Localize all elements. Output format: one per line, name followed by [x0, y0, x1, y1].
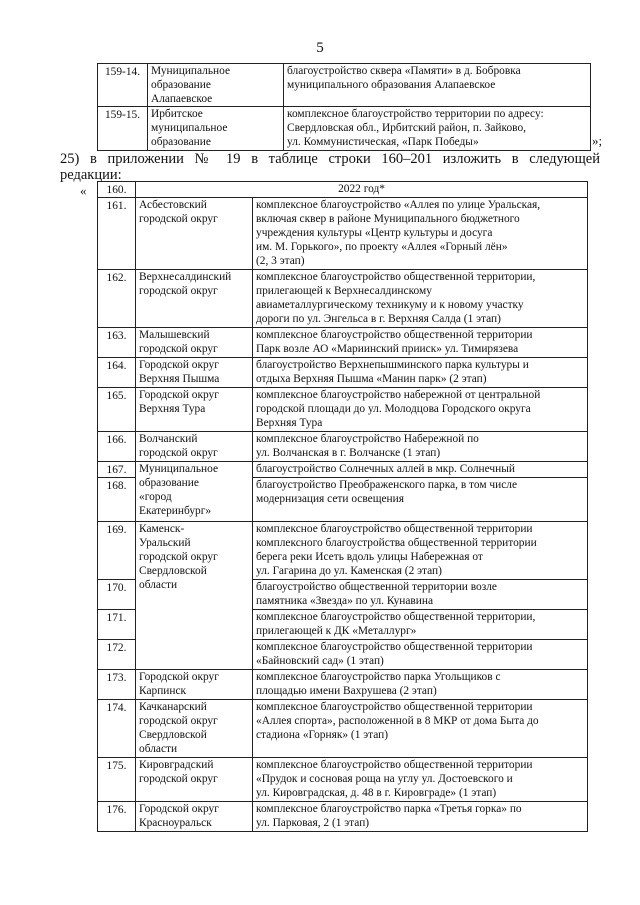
municipality-name: Асбестовский городской округ	[136, 198, 253, 270]
row-number: 167.	[98, 462, 136, 478]
table-header-row	[98, 182, 588, 198]
municipality-name: Качканарский городской округ Свердловской области	[136, 700, 253, 758]
row-number: 169.	[98, 522, 136, 580]
project-description: комплексное благоустройство парка «Третья горка» по ул. Парковая, 2 (1 этап)	[253, 802, 588, 832]
municipality-name: Волчанский городской округ	[136, 432, 253, 462]
table-row	[98, 270, 588, 328]
project-description: комплексное благоустройство набережной от центральной городской площади до ул. Молодцова Городского округа Верхняя Тура	[253, 388, 588, 432]
amendment-intro-continued: редакции:	[60, 167, 122, 183]
opening-quote-mark: «	[80, 183, 87, 198]
project-description: комплексное благоустройство Набережной по ул. Волчанская в г. Волчанске (1 этап)	[253, 432, 588, 462]
row-number: 164.	[98, 358, 136, 388]
row-number: 175.	[98, 758, 136, 802]
year-heading: 2022 год*	[136, 182, 588, 198]
municipality-name: Малышевский городской округ	[136, 328, 253, 358]
project-description: комплексное благоустройство «Аллея по улице Уральская, включая сквер в районе Муниципального бюджетного учреждения культуры «Центр культуры и досуга им. М. Горького», по проекту «Аллея «Горный лён» (2, 3 этап)	[253, 198, 588, 270]
table-row	[98, 670, 588, 700]
project-description: благоустройство сквера «Памяти» в д. Бобровка муниципального образования Алапаевское	[284, 64, 591, 107]
project-description: комплексное благоустройство общественной территории, прилегающей к Верхнесалдинскому авиаметаллургическому техникуму и к новому участку дороги по ул. Энгельса в г. Верхняя Салда (1 этап)	[253, 270, 588, 328]
row-number: 173.	[98, 670, 136, 700]
table-row	[98, 432, 588, 462]
row-number: 161.	[98, 198, 136, 270]
project-description: комплексное благоустройство парка Угольщиков с площадью имени Вахрушева (2 этап)	[253, 670, 588, 700]
row-number: 171.	[98, 610, 136, 640]
municipality-name: Городской округ Карпинск	[136, 670, 253, 700]
municipality-name: Городской округ Верхняя Тура	[136, 388, 253, 432]
table-row	[98, 64, 591, 107]
table-row	[98, 388, 588, 432]
table-row	[98, 522, 588, 580]
project-description: комплексное благоустройство общественной территории «Аллея спорта», расположенной в 8 МКР от дома Быта до стадиона «Горняк» (1 этап)	[253, 700, 588, 758]
page-number: 5	[316, 40, 324, 56]
previous-table	[97, 63, 591, 151]
municipality-name: Верхнесалдинский городской округ	[136, 270, 253, 328]
table-row	[98, 758, 588, 802]
project-description: комплексное благоустройство общественной территории Парк возле АО «Мариинский прииск» ул. Тимирязева	[253, 328, 588, 358]
table-row	[98, 700, 588, 758]
municipality-name: Кировградский городской округ	[136, 758, 253, 802]
project-description: благоустройство Верхнепышминского парка культуры и отдыха Верхняя Пышма «Манин парк» (2 этап)	[253, 358, 588, 388]
municipality-name: Каменск- Уральский городской округ Свердловской области	[136, 522, 253, 670]
municipality-name: Муниципальное образование «город Екатеринбург»	[136, 462, 253, 522]
row-number: 162.	[98, 270, 136, 328]
main-table	[97, 181, 588, 832]
row-number: 172.	[98, 640, 136, 670]
table-row	[98, 358, 588, 388]
table-row	[98, 198, 588, 270]
table-row	[98, 107, 591, 151]
municipality-name: Ирбитское муниципальное образование	[148, 107, 284, 151]
row-number: 159-14.	[98, 64, 148, 107]
row-number: 163.	[98, 328, 136, 358]
project-description: комплексное благоустройство общественной территории «Байновский сад» (1 этап)	[253, 640, 588, 670]
project-description: благоустройство Преображенского парка, в том числе модернизация сети освещения	[253, 478, 588, 522]
project-description: комплексное благоустройство общественной территории, прилегающей к ДК «Металлург»	[253, 610, 588, 640]
row-number: 159-15.	[98, 107, 148, 151]
table-row	[98, 328, 588, 358]
amendment-intro: 25) в приложении № 19 в таблице строки 160–201 изложить в следующей	[60, 151, 600, 167]
project-description: благоустройство общественной территории возле памятника «Звезда» по ул. Кунавина	[253, 580, 588, 610]
row-number: 165.	[98, 388, 136, 432]
table-row	[98, 462, 588, 478]
project-description: комплексное благоустройство общественной территории «Прудок и сосновая роща на углу ул. Достоевского и ул. Кировградская, д. 48 в г. Кировграде» (1 этап)	[253, 758, 588, 802]
project-description: комплексное благоустройство общественной территории комплексного благоустройства общественной территории берега реки Исеть вдоль улицы Набережная от ул. Гагарина до ул. Каменская (2 этап)	[253, 522, 588, 580]
row-number: 174.	[98, 700, 136, 758]
row-number: 170.	[98, 580, 136, 610]
project-description: комплексное благоустройство территории по адресу: Свердловская обл., Ирбитский район, п. Зайково, ул. Коммунистическая, «Парк Победы»	[284, 107, 591, 151]
closing-quote-mark: »;	[592, 133, 603, 148]
project-description: благоустройство Солнечных аллей в мкр. Солнечный	[253, 462, 588, 478]
header-row-number: 160.	[98, 182, 136, 198]
row-number: 166.	[98, 432, 136, 462]
row-number: 168.	[98, 478, 136, 522]
municipality-name: Муниципальное образование Алапаевское	[148, 64, 284, 107]
municipality-name: Городской округ Верхняя Пышма	[136, 358, 253, 388]
municipality-name: Городской округ Красноуральск	[136, 802, 253, 832]
table-row	[98, 802, 588, 832]
row-number: 176.	[98, 802, 136, 832]
